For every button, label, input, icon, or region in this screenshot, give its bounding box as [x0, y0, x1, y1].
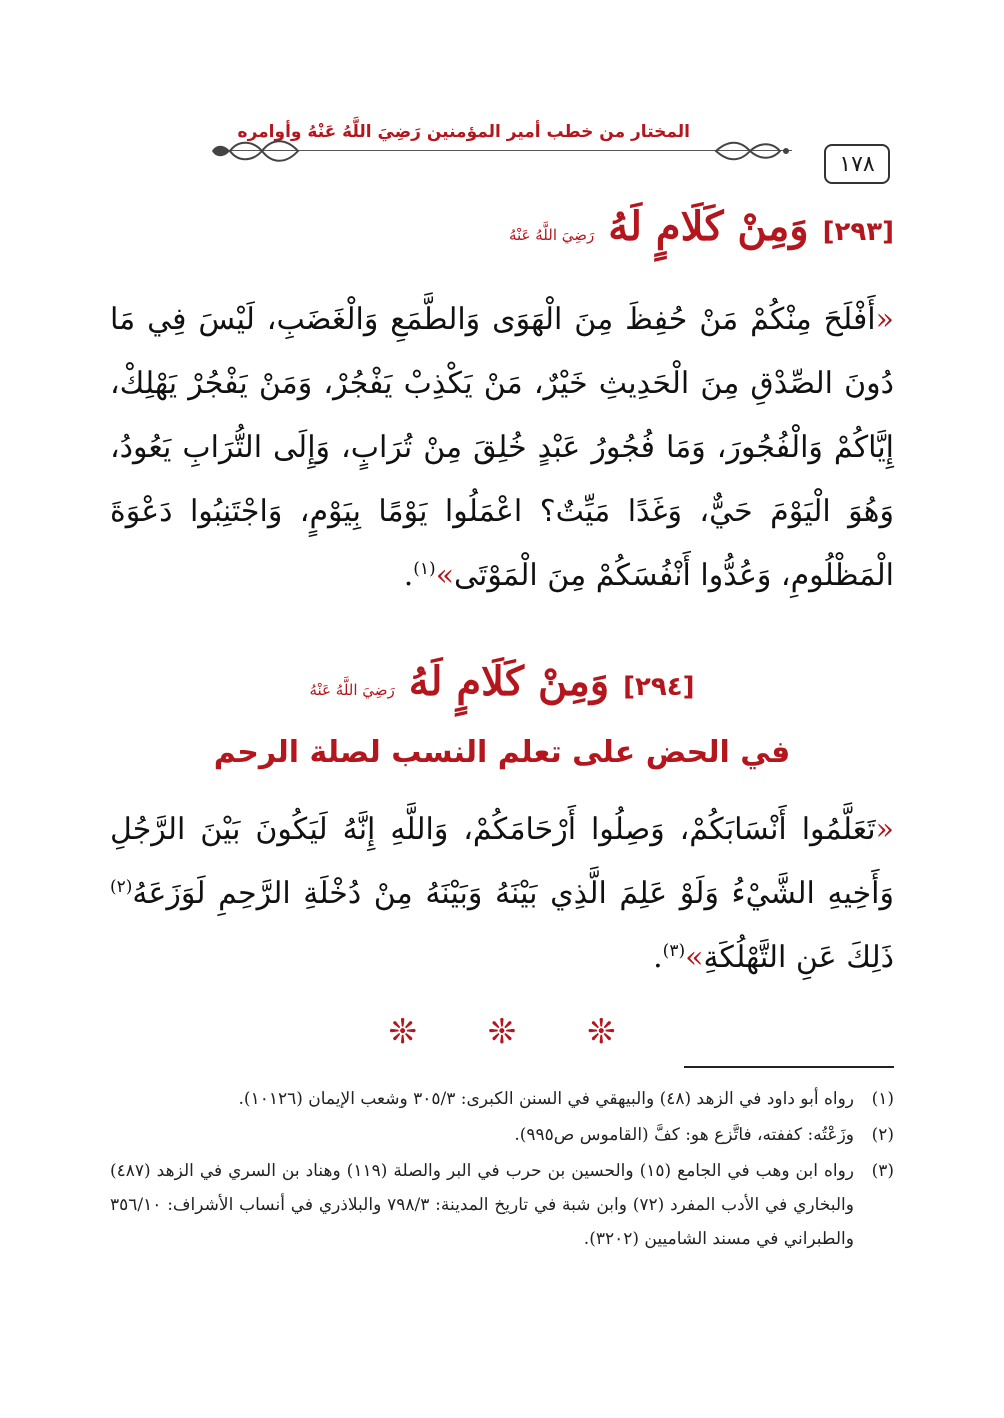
- honorific: رَضِيَ اللَّهُ عَنْهُ: [309, 681, 395, 699]
- section-number: [٢٩٤]: [623, 672, 695, 702]
- separator-star-icon: ❊: [587, 1012, 616, 1052]
- footnote: [110, 1082, 894, 1116]
- section-number: [٢٩٣]: [822, 217, 894, 247]
- footnote: [110, 1154, 894, 1256]
- footnote-rule: [684, 1066, 894, 1068]
- page-number: ١٧٨: [824, 144, 890, 184]
- honorific: رَضِيَ اللَّهُ عَنْهُ: [508, 226, 595, 244]
- sentence-end: .: [403, 558, 414, 593]
- quote-text-part1: تَعَلَّمُوا أَنْسَابَكُمْ، وَصِلُوا أَرْحَامَكُمْ، وَاللَّهِ إِنَّهُ لَيَكُونَ بَيْنَ الرَّجُلِ وَأَخِيهِ الشَّيْءُ وَلَوْ عَلِمَ الَّذِي بَيْنَهُ وَبَيْنَهُ مِنْ دُخْلَةِ الرَّحِمِ لَوَزَعَهُ: [110, 812, 894, 911]
- section-title: وَمِنْ كَلَامٍ لَهُ: [608, 203, 809, 250]
- footnote-ref[interactable]: (٣): [662, 941, 686, 961]
- section-separator: [0, 1012, 1004, 1052]
- footnote-number: (٣): [871, 1161, 894, 1181]
- header-ornament-left-icon: [210, 134, 300, 168]
- close-quote: »: [435, 558, 455, 593]
- section-subheading: في الحض على تعلم النسب لصلة الرحم: [213, 735, 791, 770]
- separator-star-icon: ❊: [388, 1012, 417, 1052]
- separator-star-icon: ❊: [487, 1012, 517, 1052]
- quote-text: أَفْلَحَ مِنْكُمْ مَنْ حُفِظَ مِنَ الْهَوَى وَالطَّمَعِ وَالْغَضَبِ، لَيْسَ فِي مَا دُونَ الصِّدْقِ مِنَ الْحَدِيثِ خَيْرٌ، مَنْ يَكْذِبْ يَفْجُرْ، وَمَنْ يَفْجُرْ يَهْلِكْ، إِيَّاكُمْ وَالْفُجُورَ، وَمَا فُجُورُ عَبْدٍ خُلِقَ مِنْ تُرَابٍ، وَإِلَى التُّرَابِ يَعُودُ، وَهُوَ الْيَوْمَ حَيٌّ، وَغَدًا مَيِّتٌ؟ اعْمَلُوا يَوْمًا بِيَوْمٍ، وَاجْتَنِبُوا دَعْوَةَ الْمَظْلُومِ، وَعُدُّوا أَنْفُسَكُمْ مِنَ الْمَوْتَى: [110, 302, 894, 593]
- footnote-text: وزَعْتُه: كففته، فاتَّزع هو: كفَّ (القاموس ص٩٩٥).: [514, 1125, 854, 1145]
- section-293-text: [110, 288, 894, 608]
- section-heading-294: [0, 658, 1004, 705]
- footnote-text: رواه ابن وهب في الجامع (١٥) والحسين بن حرب في البر والصلة (١١٩) وهناد بن السري في الزهد (٤٨٧) والبخاري في الأدب المفرد (٧٢) وابن شبة في تاريخ المدينة: ٧٩٨/٣ والبلاذري في أنساب الأشراف: ٣٥٦/١٠ والطبراني في مسند الشاميين (٣٢٠٢).: [110, 1161, 854, 1249]
- close-quote: »: [685, 940, 704, 975]
- quote-text-part2: ذَلِكَ عَنِ التَّهْلُكَةِ: [703, 940, 894, 975]
- open-quote: «: [875, 812, 894, 847]
- footnote-ref[interactable]: (١): [413, 559, 436, 579]
- footnote-number: (١): [871, 1089, 894, 1109]
- footnote-text: رواه أبو داود في الزهد (٤٨) والبيهقي في السنن الكبرى: ٣٠٥/٣ وشعب الإيمان (١٠١٢٦).: [238, 1089, 854, 1109]
- footnote: [110, 1118, 894, 1152]
- header-rule: [230, 150, 792, 151]
- section-heading-293: [509, 203, 894, 250]
- page-header: [150, 112, 890, 184]
- running-title: المختار من خطب أمير المؤمنين رَضِيَ اللَّهُ عَنْهُ وأوامره: [237, 122, 690, 142]
- section-title: وَمِنْ كَلَامٍ لَهُ: [408, 658, 610, 705]
- footnotes: [110, 1082, 894, 1258]
- section-294-text: [110, 798, 894, 990]
- sentence-end: .: [653, 940, 663, 975]
- footnote-number: (٢): [871, 1125, 894, 1145]
- footnote-ref[interactable]: (٢): [110, 877, 133, 897]
- open-quote: «: [875, 302, 894, 337]
- header-ornament-right-icon: [714, 134, 794, 168]
